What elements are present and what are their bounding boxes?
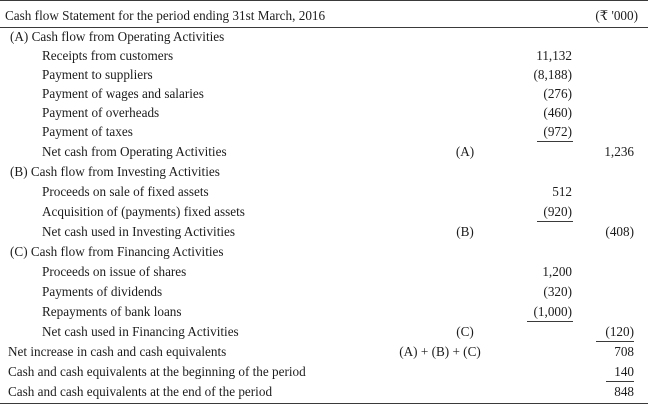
table-row bbox=[0, 302, 648, 322]
row-amount: (8,188) bbox=[533, 67, 572, 82]
section-heading bbox=[0, 162, 648, 182]
table-row bbox=[0, 202, 648, 222]
row-label: Payments of dividends bbox=[42, 284, 163, 299]
row-label: Payment of wages and salaries bbox=[42, 86, 204, 101]
row-amount: (972) bbox=[543, 124, 572, 139]
row-total: 708 bbox=[614, 344, 634, 359]
subtotal-row bbox=[0, 222, 648, 242]
row-amount: 11,132 bbox=[536, 48, 572, 63]
row-label: Proceeds on sale of fixed assets bbox=[42, 184, 209, 199]
row-ref: (C) bbox=[456, 324, 474, 339]
subtotal-row bbox=[0, 322, 648, 342]
table-row bbox=[0, 122, 648, 142]
top-rule bbox=[0, 0, 648, 1]
table-row bbox=[0, 65, 648, 85]
unit-label: (₹ '000) bbox=[595, 8, 638, 23]
row-label: Net cash used in Financing Activities bbox=[42, 324, 239, 339]
row-ref: (A) bbox=[455, 144, 475, 159]
row-label: Cash and cash equivalents at the beginning of the period bbox=[8, 364, 306, 379]
table-row bbox=[0, 84, 648, 104]
table-row bbox=[0, 182, 648, 202]
row-label: (B) Cash flow from Investing Activities bbox=[10, 164, 220, 179]
table-row bbox=[0, 46, 648, 66]
subtotal-row bbox=[0, 142, 648, 162]
row-total: 848 bbox=[614, 384, 634, 399]
row-amount: 512 bbox=[552, 184, 572, 199]
bottom-rule bbox=[0, 403, 648, 404]
row-label: Proceeds on issue of shares bbox=[42, 264, 187, 279]
table-row bbox=[0, 103, 648, 123]
row-label: Payment to suppliers bbox=[42, 67, 153, 82]
row-amount: (460) bbox=[543, 105, 572, 120]
row-amount: 1,200 bbox=[542, 264, 572, 279]
section-heading bbox=[0, 27, 648, 47]
row-total: (408) bbox=[605, 224, 634, 239]
row-amount: (920) bbox=[543, 204, 572, 219]
row-amount: (1,000) bbox=[533, 304, 572, 319]
row-total: 140 bbox=[614, 364, 634, 379]
total-row bbox=[0, 382, 648, 402]
row-label: Acquisition of (payments) fixed assets bbox=[42, 204, 245, 219]
row-label: Receipts from customers bbox=[42, 48, 174, 63]
row-label: Cash and cash equivalents at the end of the period bbox=[8, 384, 273, 399]
row-label: (A) Cash flow from Operating Activities bbox=[10, 29, 225, 44]
row-amount: (320) bbox=[543, 284, 572, 299]
statement-header bbox=[0, 6, 648, 26]
total-row bbox=[0, 362, 648, 382]
row-ref: (B) bbox=[456, 224, 474, 239]
total-row bbox=[0, 342, 648, 362]
row-label: Net cash used in Investing Activities bbox=[42, 224, 236, 239]
row-ref: (A) + (B) + (C) bbox=[399, 344, 481, 359]
section-heading bbox=[0, 242, 648, 262]
row-label: Net cash from Operating Activities bbox=[42, 144, 227, 159]
row-label: Payment of overheads bbox=[42, 105, 160, 120]
row-label: Payment of taxes bbox=[42, 124, 133, 139]
table-row bbox=[0, 282, 648, 302]
row-label: (C) Cash flow from Financing Activities bbox=[10, 244, 224, 259]
table-row bbox=[0, 262, 648, 282]
statement-title: Cash flow Statement for the period ending 31st March, 2016 bbox=[5, 8, 326, 23]
row-amount: (276) bbox=[543, 86, 572, 101]
row-total: (120) bbox=[605, 324, 634, 339]
row-label: Net increase in cash and cash equivalents bbox=[8, 344, 227, 359]
row-total: 1,236 bbox=[604, 144, 634, 159]
row-label: Repayments of bank loans bbox=[42, 304, 182, 319]
